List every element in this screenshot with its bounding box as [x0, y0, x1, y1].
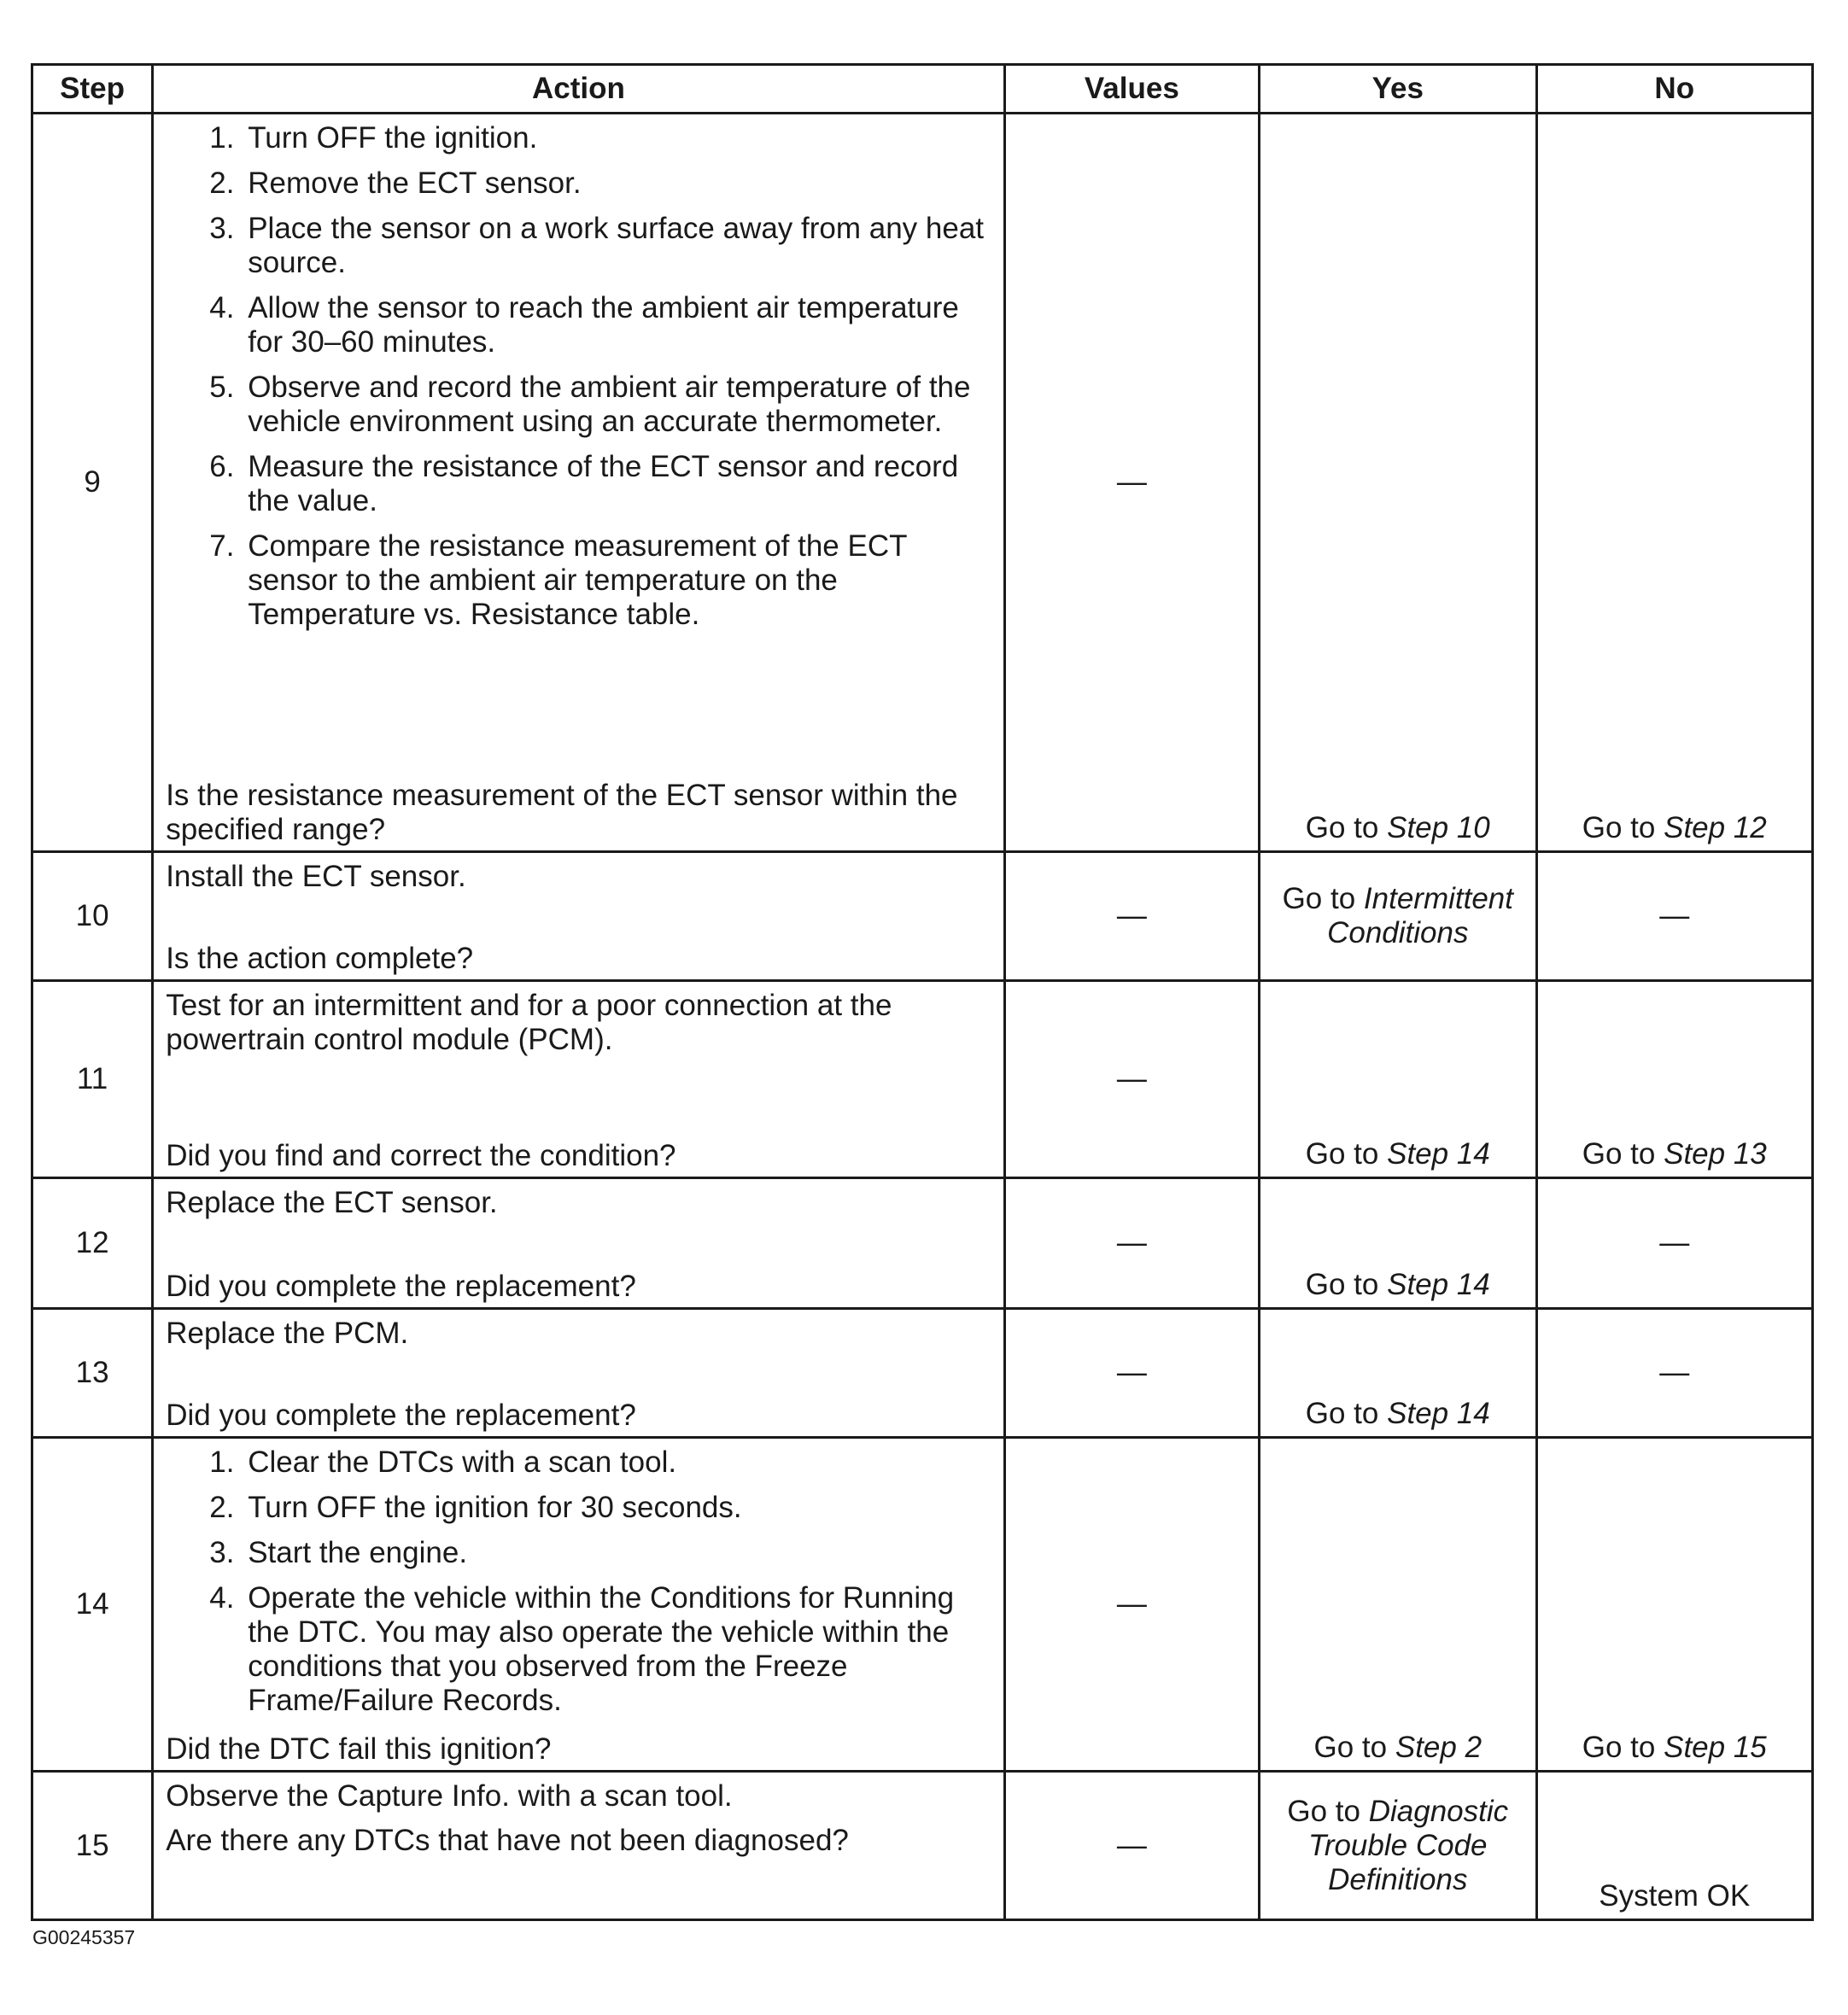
step-number: 12 [32, 1178, 153, 1309]
action-cell [153, 1309, 1004, 1438]
list-item: 4. Allow the sensor to reach the ambient air temperature for 30–60 minutes. [243, 291, 991, 359]
values-cell: — [1004, 1438, 1259, 1772]
action-cell [153, 852, 1004, 981]
instruction-list [166, 121, 991, 643]
action-question: Are there any DTCs that have not been diagnosed? [166, 1824, 849, 1857]
table-row-step-9 [32, 114, 1813, 852]
list-item: 4. Operate the vehicle within the Conditions for Running the DTC. You may also operate the vehicle within the conditions that you observed from the Freeze Frame/Failure Records. [243, 1581, 991, 1718]
values-cell: — [1004, 981, 1259, 1178]
header-step: Step [32, 65, 153, 114]
step-number: 10 [32, 852, 153, 981]
goto-prefix: Go to [1582, 811, 1656, 844]
table-row-step-10 [32, 852, 1813, 981]
goto-prefix: Go to [1313, 1731, 1388, 1764]
action-instruction: Test for an intermittent and for a poor connection at the powertrain control module (PCM). [166, 989, 892, 1056]
list-item: 3. Place the sensor on a work surface away from any heat source. [243, 212, 991, 280]
list-item: 3. Start the engine. [243, 1536, 991, 1570]
values-cell: — [1004, 1772, 1259, 1920]
goto-step-link[interactable]: Step 10 [1387, 811, 1490, 844]
goto-prefix: Go to [1305, 1397, 1379, 1430]
step-number: 13 [32, 1309, 153, 1438]
values-cell: — [1004, 852, 1259, 981]
table-row-step-11 [32, 981, 1813, 1178]
action-cell [153, 1178, 1004, 1309]
yes-cell [1260, 1178, 1536, 1309]
no-cell [1536, 981, 1813, 1178]
yes-cell [1260, 1438, 1536, 1772]
step-number: 14 [32, 1438, 153, 1772]
action-instruction: Observe the Capture Info. with a scan tool. [166, 1779, 733, 1813]
goto-prefix: Go to [1305, 811, 1379, 844]
action-cell [153, 1438, 1004, 1772]
action-instruction: Replace the PCM. [166, 1317, 409, 1350]
list-item: 7. Compare the resistance measurement of the ECT sensor to the ambient air temperature on the Temperature vs. Resistance table. [243, 529, 991, 632]
table-row-step-12 [32, 1178, 1813, 1309]
action-cell [153, 981, 1004, 1178]
action-question: Is the resistance measurement of the ECT sensor within the specified range? [166, 779, 958, 846]
table-row-step-14 [32, 1438, 1813, 1772]
action-cell [153, 1772, 1004, 1920]
goto-prefix: Go to [1582, 1137, 1656, 1171]
no-cell [1536, 114, 1813, 852]
action-instruction: Install the ECT sensor. [166, 860, 466, 893]
goto-step-link[interactable]: Step 12 [1664, 811, 1767, 844]
step-number: 15 [32, 1772, 153, 1920]
action-question: Did you complete the replacement? [166, 1399, 636, 1432]
action-question: Did you complete the replacement? [166, 1270, 636, 1303]
step-number: 9 [32, 114, 153, 852]
goto-step-link[interactable]: Intermittent Conditions [1327, 882, 1513, 949]
header-values: Values [1004, 65, 1259, 114]
goto-prefix: Go to [1282, 882, 1356, 915]
no-cell: — [1536, 1309, 1813, 1438]
no-cell: — [1536, 1178, 1813, 1309]
values-cell: — [1004, 1309, 1259, 1438]
goto-prefix: Go to [1582, 1731, 1656, 1764]
instruction-list [166, 1446, 991, 1729]
goto-step-link[interactable]: Step 14 [1387, 1137, 1490, 1171]
goto-prefix: Go to [1305, 1137, 1379, 1171]
table-row-step-15 [32, 1772, 1813, 1920]
header-yes: Yes [1260, 65, 1536, 114]
yes-cell [1260, 852, 1536, 981]
yes-cell [1260, 1309, 1536, 1438]
no-cell: — [1536, 852, 1813, 981]
list-item: 2. Remove the ECT sensor. [243, 166, 991, 201]
goto-step-link[interactable]: Step 15 [1664, 1731, 1767, 1764]
header-action: Action [153, 65, 1004, 114]
step-number: 11 [32, 981, 153, 1178]
header-row [32, 65, 1813, 114]
table-row-step-13 [32, 1309, 1813, 1438]
goto-step-link[interactable]: Step 13 [1664, 1137, 1767, 1171]
figure-code: G00245357 [32, 1926, 136, 1948]
values-cell: — [1004, 1178, 1259, 1309]
action-cell [153, 114, 1004, 852]
list-item: 1. Turn OFF the ignition. [243, 121, 991, 155]
list-item: 2. Turn OFF the ignition for 30 seconds. [243, 1491, 991, 1525]
goto-prefix: Go to [1287, 1794, 1360, 1828]
no-cell: System OK [1536, 1772, 1813, 1920]
goto-step-link[interactable]: Step 2 [1395, 1731, 1482, 1764]
action-question: Is the action complete? [166, 942, 474, 975]
list-item: 6. Measure the resistance of the ECT sensor and record the value. [243, 450, 991, 518]
goto-step-link[interactable]: Step 14 [1387, 1397, 1490, 1430]
goto-step-link[interactable]: Step 14 [1387, 1268, 1490, 1301]
diagnostic-table [31, 63, 1814, 1921]
yes-cell [1260, 114, 1536, 852]
action-question: Did you find and correct the condition? [166, 1139, 676, 1172]
header-no: No [1536, 65, 1813, 114]
goto-step-link[interactable]: Diagnostic Trouble Code Definitions [1308, 1794, 1509, 1896]
values-cell: — [1004, 114, 1259, 852]
action-instruction: Replace the ECT sensor. [166, 1186, 498, 1219]
list-item: 1. Clear the DTCs with a scan tool. [243, 1446, 991, 1480]
yes-cell [1260, 981, 1536, 1178]
list-item: 5. Observe and record the ambient air temperature of the vehicle environment using an accurate thermometer. [243, 371, 991, 439]
goto-prefix: Go to [1305, 1268, 1379, 1301]
no-cell [1536, 1438, 1813, 1772]
action-question: Did the DTC fail this ignition? [166, 1732, 552, 1766]
yes-cell [1260, 1772, 1536, 1920]
